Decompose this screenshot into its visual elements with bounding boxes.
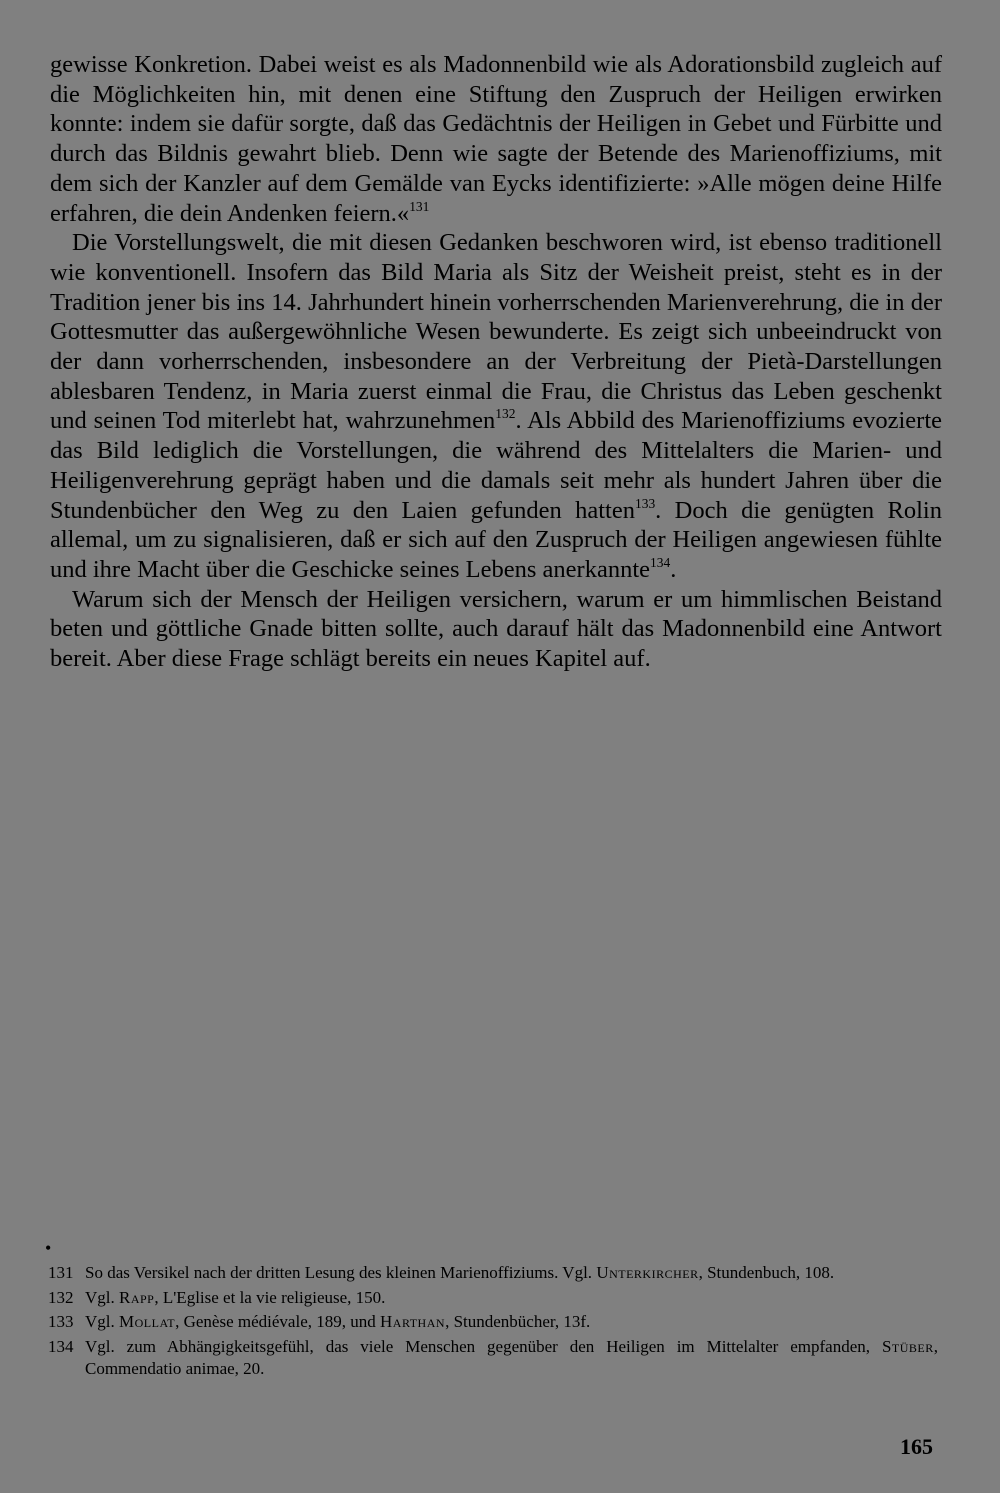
paragraph bbox=[50, 50, 942, 228]
text-run: Die Vorstellungswelt, die mit diesen Gedanken beschworen wird, ist ebenso traditionell wie konventionell. Insofern das Bild Maria als Sitz der Weisheit preist, steht es in der Tradition jener bis ins 14. Jahrhundert hinein vorherrschenden Marienverehrung, die in der Gottesmutter das außergewöhnliche Wesen bewunderte. Es zeigt sich unbeeindruckt von der dann vorherrschenden, insbesondere an der Verbreitung der Pietà-Darstellungen ablesbaren Tendenz, in Maria zuerst einmal die Frau, die Christus das Leben geschenkt und seinen Tod miterlebt hat, wahrzunehmen bbox=[50, 229, 942, 435]
page-number: 165 bbox=[900, 1434, 933, 1459]
text-run: , Stundenbücher, 13f. bbox=[445, 1312, 591, 1331]
footnote-reference: 133 bbox=[634, 495, 656, 511]
text-run: gewisse Konkretion. Dabei weist es als Madonnenbild wie als Adorationsbild zugleich auf die Möglichkeiten hin, mit denen eine Stiftung den Zuspruch der Heiligen erwirken konnte: indem sie dafür sorgte, daß das Gedächtnis der Heiligen in Gebet und Fürbitte und durch das Bildnis gewahrt blieb. Denn wie sagte der Betende des Marienoffiziums, mit dem sich der Kanzler auf dem Gemälde van Eycks identifizierte: »Alle mögen deine Hilfe erfahren, die dein Andenken feiern.« bbox=[50, 51, 942, 227]
footnote-number: 134 bbox=[48, 1336, 74, 1356]
footnote bbox=[48, 1262, 938, 1285]
text-run: . Als Abbild des Marienoffiziums evozierte das Bild lediglich die Vorstellungen, die während des Mittelalters die Marien- und Heiligenverehrung geprägt haben und die damals seit mehr als hundert Jahren über die Stundenbücher den Weg zu den Laien gefunden hatten bbox=[50, 407, 942, 524]
footnote-number: 131 bbox=[48, 1263, 74, 1282]
footnote-text bbox=[85, 1311, 938, 1334]
footnote-text bbox=[85, 1336, 938, 1381]
main-text bbox=[50, 50, 942, 674]
text-run: . Doch die genügten Rolin allemal, um zu signalisieren, daß er sich auf den Zuspruch der Heiligen angewiesen fühlte und ihre Macht über die Geschicke seines Lebens anerkannte bbox=[50, 496, 942, 583]
author-name: Rapp bbox=[119, 1287, 155, 1307]
footnote bbox=[48, 1336, 938, 1381]
text-run: . bbox=[670, 555, 677, 583]
footnote-text bbox=[85, 1287, 938, 1310]
footnote-number: 132 bbox=[48, 1287, 74, 1307]
author-name: Unterkircher bbox=[596, 1263, 699, 1282]
text-run: Vgl. zum Abhängigkeitsgefühl, das viele Menschen gegenüber den Heiligen im Mittelalter empfanden, bbox=[85, 1336, 882, 1356]
author-name: Mollat bbox=[119, 1312, 176, 1331]
text-run: , Stundenbuch, 108. bbox=[698, 1263, 835, 1282]
paragraph bbox=[50, 228, 942, 584]
footnote-reference: 131 bbox=[409, 198, 430, 214]
footnote-separator: • bbox=[45, 1238, 52, 1258]
text-run: , L'Eglise et la vie religieuse, 150. bbox=[154, 1287, 386, 1307]
author-name: Harthan bbox=[380, 1312, 446, 1331]
text-run: , Commendatio animae, 20. bbox=[85, 1336, 938, 1378]
paragraph bbox=[50, 585, 942, 674]
footnotes bbox=[48, 1262, 938, 1383]
footnote-number: 133 bbox=[48, 1312, 74, 1331]
text-run: Vgl. bbox=[85, 1312, 119, 1331]
footnote-text bbox=[85, 1262, 938, 1285]
text-run: , Genèse médiévale, 189, und bbox=[175, 1312, 380, 1331]
footnote bbox=[48, 1311, 938, 1334]
text-run: So das Versikel nach der dritten Lesung des kleinen Marienoffiziums. Vgl. bbox=[85, 1263, 597, 1282]
text-run: Vgl. bbox=[85, 1287, 119, 1307]
footnote-reference: 134 bbox=[650, 554, 671, 570]
footnote-reference: 132 bbox=[495, 406, 516, 422]
text-run: Warum sich der Mensch der Heiligen versichern, warum er um himmlischen Beistand beten und göttliche Gnade bitten sollte, auch darauf hält das Madonnenbild eine Antwort bereit. Aber diese Frage schlägt bereits ein neues Kapitel auf. bbox=[50, 585, 942, 673]
author-name: Stüber bbox=[881, 1336, 934, 1356]
footnote bbox=[48, 1287, 938, 1310]
